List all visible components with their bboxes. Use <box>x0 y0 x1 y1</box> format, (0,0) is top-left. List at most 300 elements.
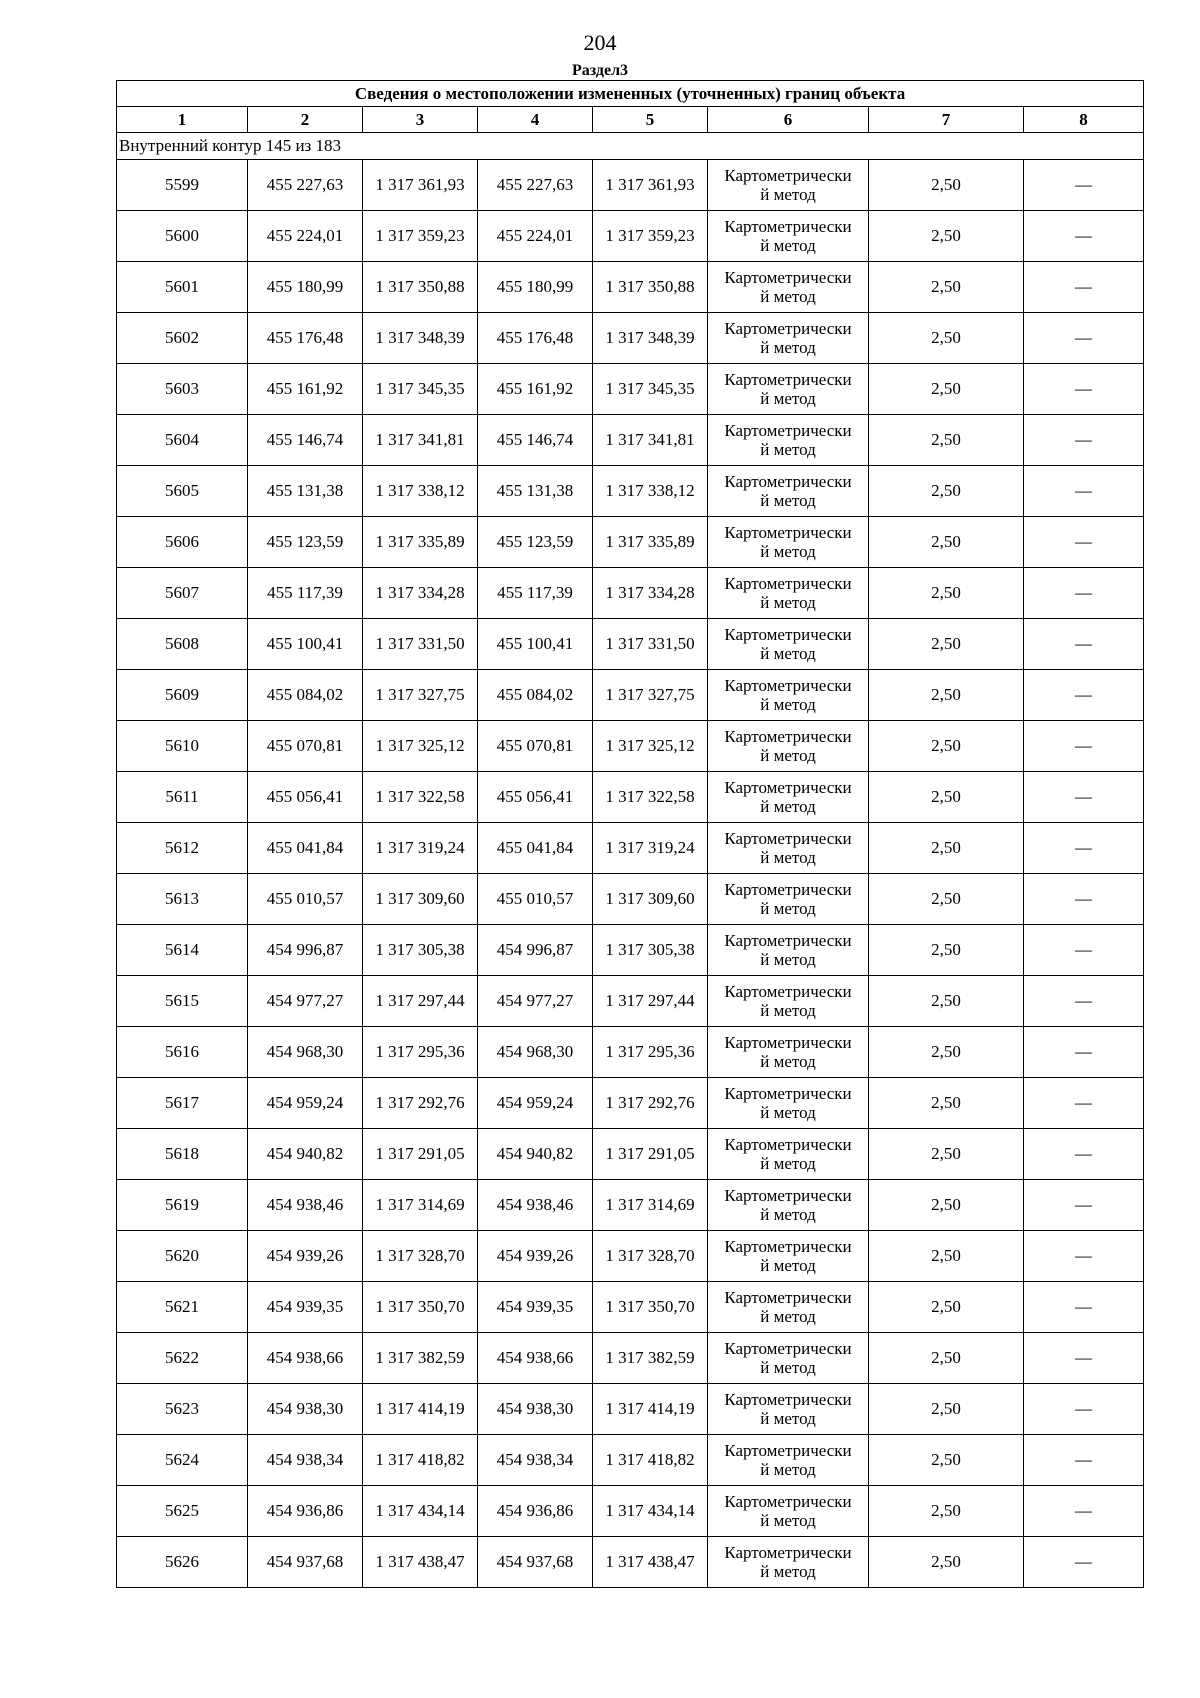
coordinate-x-cell: 454 938,46 <box>478 1180 593 1231</box>
boundary-table <box>116 80 1144 1588</box>
note-cell: — <box>1024 211 1144 262</box>
accuracy-cell: 2,50 <box>869 1486 1024 1537</box>
method-cell <box>708 1384 869 1435</box>
table-row <box>117 415 1144 466</box>
point-number-cell: 5602 <box>117 313 248 364</box>
accuracy-cell: 2,50 <box>869 1537 1024 1588</box>
coordinate-y-cell: 1 317 335,89 <box>363 517 478 568</box>
coordinate-y-cell: 1 317 345,35 <box>363 364 478 415</box>
table-row <box>117 1282 1144 1333</box>
coordinate-x-cell: 455 161,92 <box>478 364 593 415</box>
coordinate-x-cell: 455 146,74 <box>478 415 593 466</box>
coordinate-x-cell: 455 176,48 <box>248 313 363 364</box>
coordinate-x-cell: 455 117,39 <box>248 568 363 619</box>
accuracy-cell: 2,50 <box>869 313 1024 364</box>
coordinate-x-cell: 455 041,84 <box>248 823 363 874</box>
note-cell: — <box>1024 772 1144 823</box>
coordinate-y-cell: 1 317 325,12 <box>593 721 708 772</box>
method-text-line1: Картометрически <box>724 370 852 389</box>
method-text-line1: Картометрически <box>724 268 852 287</box>
coordinate-y-cell: 1 317 418,82 <box>593 1435 708 1486</box>
method-text-line2: й метод <box>760 1358 816 1377</box>
coordinate-x-cell: 455 176,48 <box>478 313 593 364</box>
method-cell <box>708 415 869 466</box>
method-text-line1: Картометрически <box>724 523 852 542</box>
method-text-line1: Картометрически <box>724 1390 852 1409</box>
table-row <box>117 1333 1144 1384</box>
method-text-line2: й метод <box>760 185 816 204</box>
coordinate-y-cell: 1 317 334,28 <box>593 568 708 619</box>
point-number-cell: 5614 <box>117 925 248 976</box>
coordinate-y-cell: 1 317 418,82 <box>363 1435 478 1486</box>
table-row <box>117 313 1144 364</box>
point-number-cell: 5610 <box>117 721 248 772</box>
method-text-line2: й метод <box>760 695 816 714</box>
method-cell <box>708 466 869 517</box>
coordinate-x-cell: 455 224,01 <box>478 211 593 262</box>
note-cell: — <box>1024 1435 1144 1486</box>
coordinate-x-cell: 455 146,74 <box>248 415 363 466</box>
coordinate-x-cell: 454 938,30 <box>248 1384 363 1435</box>
accuracy-cell: 2,50 <box>869 976 1024 1027</box>
method-cell <box>708 1282 869 1333</box>
coordinate-x-cell: 455 041,84 <box>478 823 593 874</box>
coordinate-y-cell: 1 317 361,93 <box>363 160 478 211</box>
method-text-line1: Картометрически <box>724 1339 852 1358</box>
method-text-line2: й метод <box>760 1052 816 1071</box>
method-text-line1: Картометрически <box>724 778 852 797</box>
table-row <box>117 772 1144 823</box>
accuracy-cell: 2,50 <box>869 1129 1024 1180</box>
section-label: Раздел3 <box>571 62 629 79</box>
coordinate-x-cell: 454 968,30 <box>478 1027 593 1078</box>
method-cell <box>708 619 869 670</box>
coordinate-x-cell: 454 977,27 <box>478 976 593 1027</box>
note-cell: — <box>1024 1129 1144 1180</box>
method-cell <box>708 874 869 925</box>
method-text-line1: Картометрически <box>724 625 852 644</box>
column-header: 5 <box>593 107 708 133</box>
note-cell: — <box>1024 466 1144 517</box>
coordinate-x-cell: 455 180,99 <box>248 262 363 313</box>
table-row <box>117 1435 1144 1486</box>
table-row <box>117 976 1144 1027</box>
method-cell <box>708 1435 869 1486</box>
coordinate-y-cell: 1 317 291,05 <box>363 1129 478 1180</box>
coordinate-y-cell: 1 317 434,14 <box>593 1486 708 1537</box>
accuracy-cell: 2,50 <box>869 364 1024 415</box>
point-number-cell: 5619 <box>117 1180 248 1231</box>
coordinate-x-cell: 454 938,30 <box>478 1384 593 1435</box>
method-text-line2: й метод <box>760 644 816 663</box>
method-text-line1: Картометрически <box>724 421 852 440</box>
coordinate-x-cell: 454 996,87 <box>248 925 363 976</box>
coordinate-y-cell: 1 317 382,59 <box>363 1333 478 1384</box>
coordinate-x-cell: 455 224,01 <box>248 211 363 262</box>
method-text-line2: й метод <box>760 1256 816 1275</box>
point-number-cell: 5599 <box>117 160 248 211</box>
method-cell <box>708 211 869 262</box>
column-header: 2 <box>248 107 363 133</box>
method-text-line2: й метод <box>760 1460 816 1479</box>
accuracy-cell: 2,50 <box>869 772 1024 823</box>
method-text-line2: й метод <box>760 593 816 612</box>
table-row <box>117 1486 1144 1537</box>
coordinate-y-cell: 1 317 297,44 <box>363 976 478 1027</box>
method-text-line1: Картометрически <box>724 1237 852 1256</box>
method-cell <box>708 568 869 619</box>
accuracy-cell: 2,50 <box>869 262 1024 313</box>
method-text-line2: й метод <box>760 491 816 510</box>
note-cell: — <box>1024 1384 1144 1435</box>
method-cell <box>708 1333 869 1384</box>
method-text-line2: й метод <box>760 848 816 867</box>
coordinate-x-cell: 454 937,68 <box>248 1537 363 1588</box>
method-text-line1: Картометрически <box>724 1186 852 1205</box>
coordinate-y-cell: 1 317 382,59 <box>593 1333 708 1384</box>
note-cell: — <box>1024 313 1144 364</box>
point-number-cell: 5618 <box>117 1129 248 1180</box>
coordinate-y-cell: 1 317 309,60 <box>363 874 478 925</box>
coordinate-x-cell: 455 227,63 <box>248 160 363 211</box>
coordinate-y-cell: 1 317 335,89 <box>593 517 708 568</box>
method-text-line2: й метод <box>760 1511 816 1530</box>
note-cell: — <box>1024 160 1144 211</box>
method-text-line1: Картометрически <box>724 1543 852 1562</box>
coordinate-y-cell: 1 317 348,39 <box>363 313 478 364</box>
method-text-line2: й метод <box>760 899 816 918</box>
coordinate-y-cell: 1 317 359,23 <box>593 211 708 262</box>
method-text-line2: й метод <box>760 1562 816 1581</box>
coordinate-x-cell: 454 996,87 <box>478 925 593 976</box>
note-cell: — <box>1024 925 1144 976</box>
method-text-line2: й метод <box>760 746 816 765</box>
method-text-line2: й метод <box>760 338 816 357</box>
accuracy-cell: 2,50 <box>869 1333 1024 1384</box>
accuracy-cell: 2,50 <box>869 211 1024 262</box>
coordinate-x-cell: 455 056,41 <box>478 772 593 823</box>
accuracy-cell: 2,50 <box>869 1435 1024 1486</box>
contour-row <box>117 133 1144 160</box>
accuracy-cell: 2,50 <box>869 568 1024 619</box>
method-cell <box>708 1537 869 1588</box>
page-number: 204 <box>583 30 617 55</box>
method-text-line2: й метод <box>760 236 816 255</box>
accuracy-cell: 2,50 <box>869 415 1024 466</box>
method-text-line1: Картометрически <box>724 1441 852 1460</box>
note-cell: — <box>1024 619 1144 670</box>
point-number-cell: 5606 <box>117 517 248 568</box>
coordinate-x-cell: 455 084,02 <box>478 670 593 721</box>
column-header: 6 <box>708 107 869 133</box>
table-row <box>117 262 1144 313</box>
method-text-line2: й метод <box>760 542 816 561</box>
column-header-row <box>117 107 1144 133</box>
contour-label: Внутренний контур 145 из 183 <box>117 133 1144 160</box>
coordinate-y-cell: 1 317 314,69 <box>363 1180 478 1231</box>
method-cell <box>708 1078 869 1129</box>
coordinate-y-cell: 1 317 295,36 <box>593 1027 708 1078</box>
method-cell <box>708 1231 869 1282</box>
coordinate-x-cell: 455 010,57 <box>478 874 593 925</box>
method-text-line1: Картометрически <box>724 880 852 899</box>
accuracy-cell: 2,50 <box>869 160 1024 211</box>
method-text-line1: Картометрически <box>724 676 852 695</box>
coordinate-y-cell: 1 317 305,38 <box>593 925 708 976</box>
table-row <box>117 721 1144 772</box>
coordinate-y-cell: 1 317 350,88 <box>593 262 708 313</box>
coordinate-y-cell: 1 317 322,58 <box>363 772 478 823</box>
coordinate-x-cell: 454 977,27 <box>248 976 363 1027</box>
coordinate-x-cell: 454 938,34 <box>478 1435 593 1486</box>
method-cell <box>708 721 869 772</box>
method-text-line2: й метод <box>760 797 816 816</box>
method-text-line2: й метод <box>760 1154 816 1173</box>
note-cell: — <box>1024 1486 1144 1537</box>
coordinate-x-cell: 454 959,24 <box>478 1078 593 1129</box>
coordinate-x-cell: 455 056,41 <box>248 772 363 823</box>
point-number-cell: 5616 <box>117 1027 248 1078</box>
coordinate-y-cell: 1 317 341,81 <box>363 415 478 466</box>
note-cell: — <box>1024 262 1144 313</box>
table-row <box>117 1231 1144 1282</box>
coordinate-x-cell: 455 123,59 <box>478 517 593 568</box>
point-number-cell: 5620 <box>117 1231 248 1282</box>
method-text-line1: Картометрически <box>724 982 852 1001</box>
coordinate-y-cell: 1 317 350,88 <box>363 262 478 313</box>
method-text-line2: й метод <box>760 389 816 408</box>
point-number-cell: 5624 <box>117 1435 248 1486</box>
coordinate-y-cell: 1 317 338,12 <box>363 466 478 517</box>
accuracy-cell: 2,50 <box>869 823 1024 874</box>
coordinate-y-cell: 1 317 325,12 <box>363 721 478 772</box>
point-number-cell: 5623 <box>117 1384 248 1435</box>
coordinate-x-cell: 454 939,26 <box>478 1231 593 1282</box>
point-number-cell: 5617 <box>117 1078 248 1129</box>
method-text-line2: й метод <box>760 1103 816 1122</box>
accuracy-cell: 2,50 <box>869 874 1024 925</box>
table-title: Сведения о местоположении измененных (уточненных) границ объекта <box>117 81 1144 107</box>
coordinate-x-cell: 454 936,86 <box>248 1486 363 1537</box>
table-row <box>117 1384 1144 1435</box>
accuracy-cell: 2,50 <box>869 1180 1024 1231</box>
method-cell <box>708 313 869 364</box>
method-text-line2: й метод <box>760 950 816 969</box>
coordinate-x-cell: 454 937,68 <box>478 1537 593 1588</box>
coordinate-y-cell: 1 317 331,50 <box>593 619 708 670</box>
column-header: 4 <box>478 107 593 133</box>
note-cell: — <box>1024 874 1144 925</box>
point-number-cell: 5607 <box>117 568 248 619</box>
method-cell <box>708 823 869 874</box>
coordinate-y-cell: 1 317 434,14 <box>363 1486 478 1537</box>
coordinate-x-cell: 454 939,35 <box>248 1282 363 1333</box>
coordinate-y-cell: 1 317 414,19 <box>593 1384 708 1435</box>
accuracy-cell: 2,50 <box>869 1027 1024 1078</box>
point-number-cell: 5613 <box>117 874 248 925</box>
method-text-line1: Картометрически <box>724 1135 852 1154</box>
coordinate-y-cell: 1 317 292,76 <box>363 1078 478 1129</box>
coordinate-x-cell: 454 940,82 <box>478 1129 593 1180</box>
method-text-line2: й метод <box>760 1307 816 1326</box>
coordinate-x-cell: 455 070,81 <box>248 721 363 772</box>
column-header: 3 <box>363 107 478 133</box>
method-text-line1: Картометрически <box>724 472 852 491</box>
note-cell: — <box>1024 670 1144 721</box>
method-cell <box>708 262 869 313</box>
coordinate-y-cell: 1 317 297,44 <box>593 976 708 1027</box>
coordinate-y-cell: 1 317 341,81 <box>593 415 708 466</box>
table-row <box>117 1180 1144 1231</box>
coordinate-y-cell: 1 317 322,58 <box>593 772 708 823</box>
coordinate-y-cell: 1 317 327,75 <box>363 670 478 721</box>
coordinate-x-cell: 455 010,57 <box>248 874 363 925</box>
accuracy-cell: 2,50 <box>869 466 1024 517</box>
table-row <box>117 211 1144 262</box>
note-cell: — <box>1024 415 1144 466</box>
coordinate-y-cell: 1 317 338,12 <box>593 466 708 517</box>
coordinate-y-cell: 1 317 319,24 <box>593 823 708 874</box>
coordinate-y-cell: 1 317 414,19 <box>363 1384 478 1435</box>
point-number-cell: 5612 <box>117 823 248 874</box>
method-text-line1: Картометрически <box>724 1492 852 1511</box>
point-number-cell: 5604 <box>117 415 248 466</box>
coordinate-y-cell: 1 317 292,76 <box>593 1078 708 1129</box>
method-cell <box>708 772 869 823</box>
accuracy-cell: 2,50 <box>869 670 1024 721</box>
method-text-line2: й метод <box>760 1001 816 1020</box>
accuracy-cell: 2,50 <box>869 1231 1024 1282</box>
point-number-cell: 5603 <box>117 364 248 415</box>
table-title-row <box>117 81 1144 107</box>
method-text-line1: Картометрически <box>724 319 852 338</box>
note-cell: — <box>1024 976 1144 1027</box>
method-cell <box>708 1486 869 1537</box>
note-cell: — <box>1024 823 1144 874</box>
point-number-cell: 5601 <box>117 262 248 313</box>
coordinate-y-cell: 1 317 350,70 <box>363 1282 478 1333</box>
coordinate-x-cell: 455 227,63 <box>478 160 593 211</box>
method-cell <box>708 1129 869 1180</box>
coordinate-y-cell: 1 317 309,60 <box>593 874 708 925</box>
coordinate-y-cell: 1 317 328,70 <box>363 1231 478 1282</box>
table-row <box>117 925 1144 976</box>
method-text-line1: Картометрически <box>724 574 852 593</box>
point-number-cell: 5608 <box>117 619 248 670</box>
coordinate-y-cell: 1 317 305,38 <box>363 925 478 976</box>
coordinate-y-cell: 1 317 327,75 <box>593 670 708 721</box>
point-number-cell: 5621 <box>117 1282 248 1333</box>
method-cell <box>708 160 869 211</box>
coordinate-x-cell: 455 180,99 <box>478 262 593 313</box>
method-cell <box>708 1027 869 1078</box>
coordinate-x-cell: 455 100,41 <box>248 619 363 670</box>
point-number-cell: 5626 <box>117 1537 248 1588</box>
coordinate-y-cell: 1 317 319,24 <box>363 823 478 874</box>
table-row <box>117 160 1144 211</box>
coordinate-y-cell: 1 317 359,23 <box>363 211 478 262</box>
coordinate-y-cell: 1 317 361,93 <box>593 160 708 211</box>
coordinate-y-cell: 1 317 438,47 <box>593 1537 708 1588</box>
table-row <box>117 874 1144 925</box>
note-cell: — <box>1024 517 1144 568</box>
table-row <box>117 466 1144 517</box>
table-row <box>117 517 1144 568</box>
coordinate-y-cell: 1 317 328,70 <box>593 1231 708 1282</box>
table-row <box>117 823 1144 874</box>
method-text-line2: й метод <box>760 287 816 306</box>
method-text-line1: Картометрически <box>724 1084 852 1103</box>
table-row <box>117 1129 1144 1180</box>
coordinate-y-cell: 1 317 291,05 <box>593 1129 708 1180</box>
note-cell: — <box>1024 364 1144 415</box>
table-row <box>117 670 1144 721</box>
accuracy-cell: 2,50 <box>869 721 1024 772</box>
coordinate-x-cell: 455 117,39 <box>478 568 593 619</box>
method-text-line1: Картометрически <box>724 217 852 236</box>
note-cell: — <box>1024 1537 1144 1588</box>
point-number-cell: 5611 <box>117 772 248 823</box>
coordinate-x-cell: 455 131,38 <box>248 466 363 517</box>
method-cell <box>708 925 869 976</box>
point-number-cell: 5615 <box>117 976 248 1027</box>
point-number-cell: 5622 <box>117 1333 248 1384</box>
accuracy-cell: 2,50 <box>869 1282 1024 1333</box>
method-cell <box>708 670 869 721</box>
coordinate-x-cell: 455 100,41 <box>478 619 593 670</box>
coordinate-y-cell: 1 317 350,70 <box>593 1282 708 1333</box>
accuracy-cell: 2,50 <box>869 1078 1024 1129</box>
coordinate-x-cell: 454 938,34 <box>248 1435 363 1486</box>
coordinate-y-cell: 1 317 331,50 <box>363 619 478 670</box>
table-row <box>117 1078 1144 1129</box>
coordinate-x-cell: 455 084,02 <box>248 670 363 721</box>
coordinate-x-cell: 454 938,66 <box>248 1333 363 1384</box>
note-cell: — <box>1024 568 1144 619</box>
table-row <box>117 568 1144 619</box>
coordinate-x-cell: 455 070,81 <box>478 721 593 772</box>
method-text-line2: й метод <box>760 1409 816 1428</box>
method-text-line1: Картометрически <box>724 931 852 950</box>
coordinate-x-cell: 454 938,66 <box>478 1333 593 1384</box>
coordinate-x-cell: 454 959,24 <box>248 1078 363 1129</box>
coordinate-x-cell: 454 938,46 <box>248 1180 363 1231</box>
note-cell: — <box>1024 721 1144 772</box>
point-number-cell: 5609 <box>117 670 248 721</box>
method-text-line1: Картометрически <box>724 1033 852 1052</box>
coordinate-x-cell: 455 161,92 <box>248 364 363 415</box>
coordinate-y-cell: 1 317 334,28 <box>363 568 478 619</box>
method-text-line2: й метод <box>760 440 816 459</box>
note-cell: — <box>1024 1333 1144 1384</box>
note-cell: — <box>1024 1231 1144 1282</box>
note-cell: — <box>1024 1027 1144 1078</box>
method-cell <box>708 517 869 568</box>
method-text-line1: Картометрически <box>724 829 852 848</box>
accuracy-cell: 2,50 <box>869 1384 1024 1435</box>
method-cell <box>708 1180 869 1231</box>
coordinate-y-cell: 1 317 345,35 <box>593 364 708 415</box>
column-header: 8 <box>1024 107 1144 133</box>
accuracy-cell: 2,50 <box>869 619 1024 670</box>
table-row <box>117 1537 1144 1588</box>
method-cell <box>708 364 869 415</box>
coordinate-y-cell: 1 317 314,69 <box>593 1180 708 1231</box>
table-row <box>117 364 1144 415</box>
table-row <box>117 619 1144 670</box>
coordinate-y-cell: 1 317 295,36 <box>363 1027 478 1078</box>
method-text-line2: й метод <box>760 1205 816 1224</box>
